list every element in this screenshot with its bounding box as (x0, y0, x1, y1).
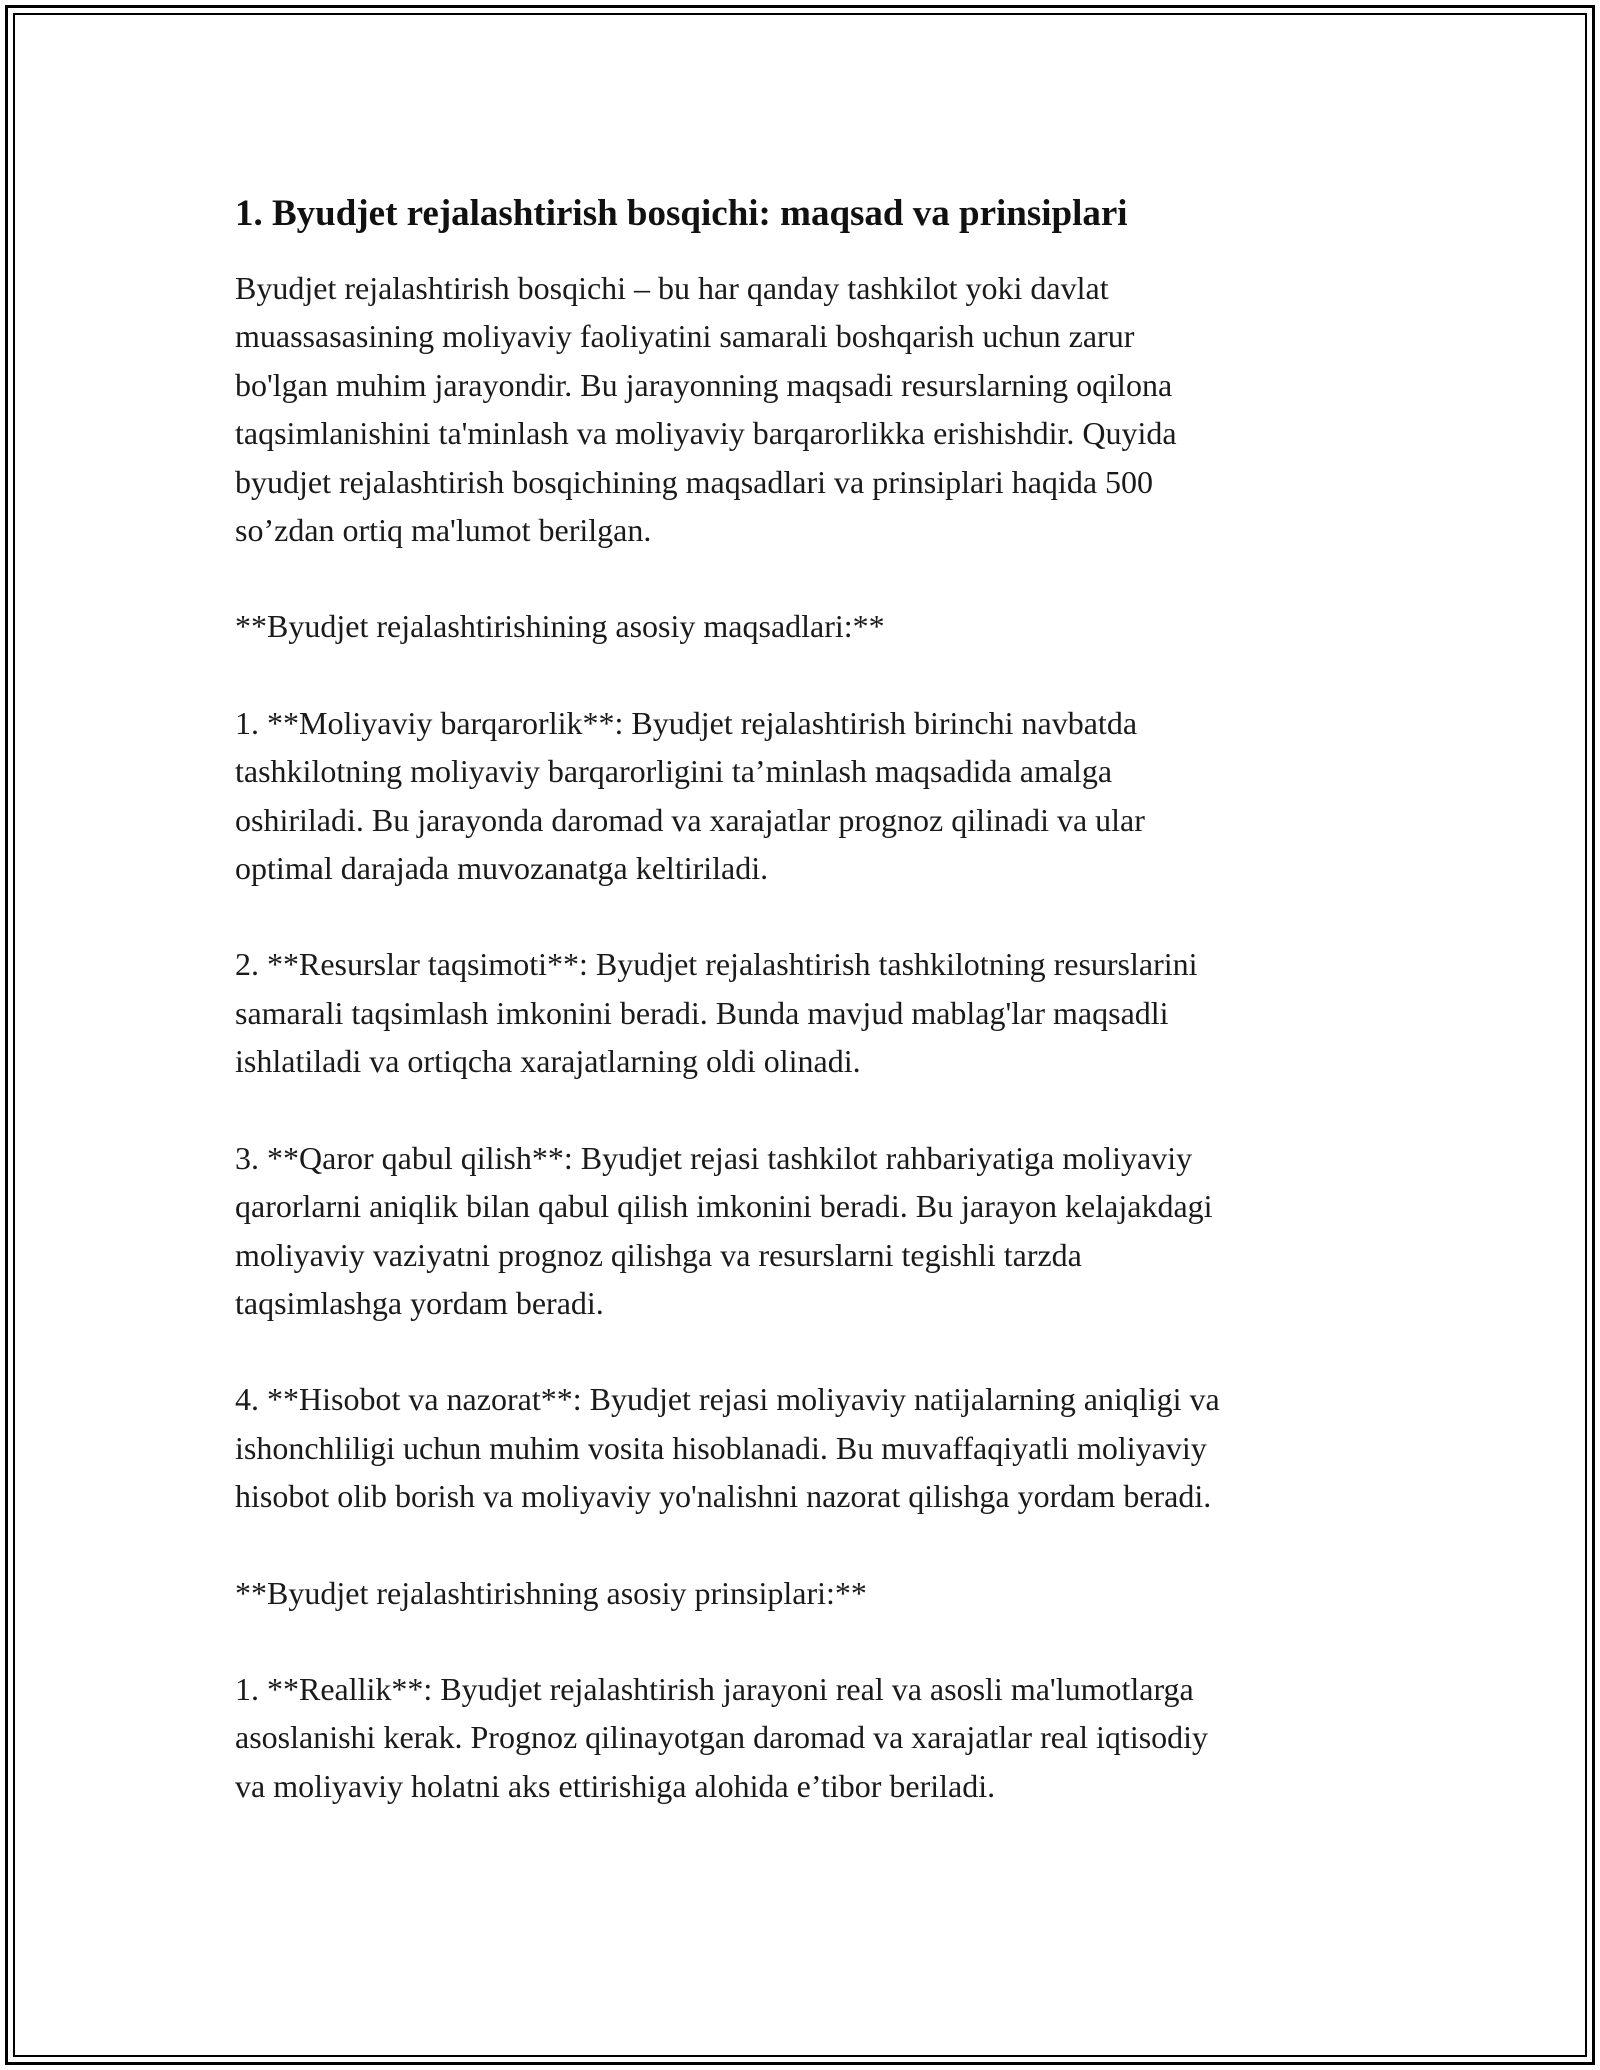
goal-item-3: 3. **Qaror qabul qilish**: Byudjet rejasi tashkilot rahbariyatiga moliyaviy qarorlarni aniqlik bilan qabul qilish imkonini beradi. Bu jarayon kelajakdagi moliyaviy vaziyatni prognoz qilishga va resurslarni tegishli tarzda taqsimlashga yordam beradi. (235, 1139, 1213, 1321)
document-body (235, 190, 1395, 1810)
goal-item-2: 2. **Resurslar taqsimoti**: Byudjet rejalashtirish tashkilotning resurslarini samarali taqsimlash imkonini beradi. Bunda mavjud mablag'lar maqsadli ishlatiladi va ortiqcha xarajatlarning oldi olinadi. (235, 946, 1198, 1080)
principles-heading: **Byudjet rejalashtirishning asosiy prinsiplari:** (235, 1574, 867, 1611)
principle-item-1: 1. **Reallik**: Byudjet rejalashtirish jarayoni real va asosli ma'lumotlarga asoslanishi kerak. Prognoz qilinayotgan daromad va xarajatlar real iqtisodiy va moliyaviy holatni aks ettirishiga alohida e’tibor beriladi. (235, 1670, 1209, 1804)
section-heading: 1. Byudjet rejalashtirish bosqichi: maqsad va prinsiplari (235, 193, 1128, 234)
goal-item-1: 1. **Moliyaviy barqarorlik**: Byudjet rejalashtirish birinchi navbatda tashkilotning moliyaviy barqarorligini ta’minlash maqsadida amalga oshiriladi. Bu jarayonda daromad va xarajatlar prognoz qilinadi va ular optimal darajada muvozanatga keltiriladi. (235, 704, 1145, 887)
goal-item-4: 4. **Hisobot va nazorat**: Byudjet rejasi moliyaviy natijalarning aniqligi va ishonchliligi uchun muhim vosita hisoblanadi. Bu muvaffaqiyatli moliyaviy hisobot olib borish va moliyaviy yo'nalishni nazorat qilishga yordam beradi. (235, 1381, 1220, 1515)
goals-heading: **Byudjet rejalashtirishining asosiy maqsadlari:** (235, 608, 885, 645)
intro-paragraph: Byudjet rejalashtirish bosqichi – bu har qanday tashkilot yoki davlat muassasasining moliyaviy faoliyatini samarali boshqarish uchun zarur bo'lgan muhim jarayondir. Bu jarayonning maqsadi resurslarning oqilona taqsimlanishini ta'minlash va moliyaviy barqarorlikka erishishdir. Quyida byudjet rejalashtirish bosqichining maqsadlari va prinsiplari haqida 500 so’zdan ortiq ma'lumot berilgan. (235, 270, 1177, 549)
